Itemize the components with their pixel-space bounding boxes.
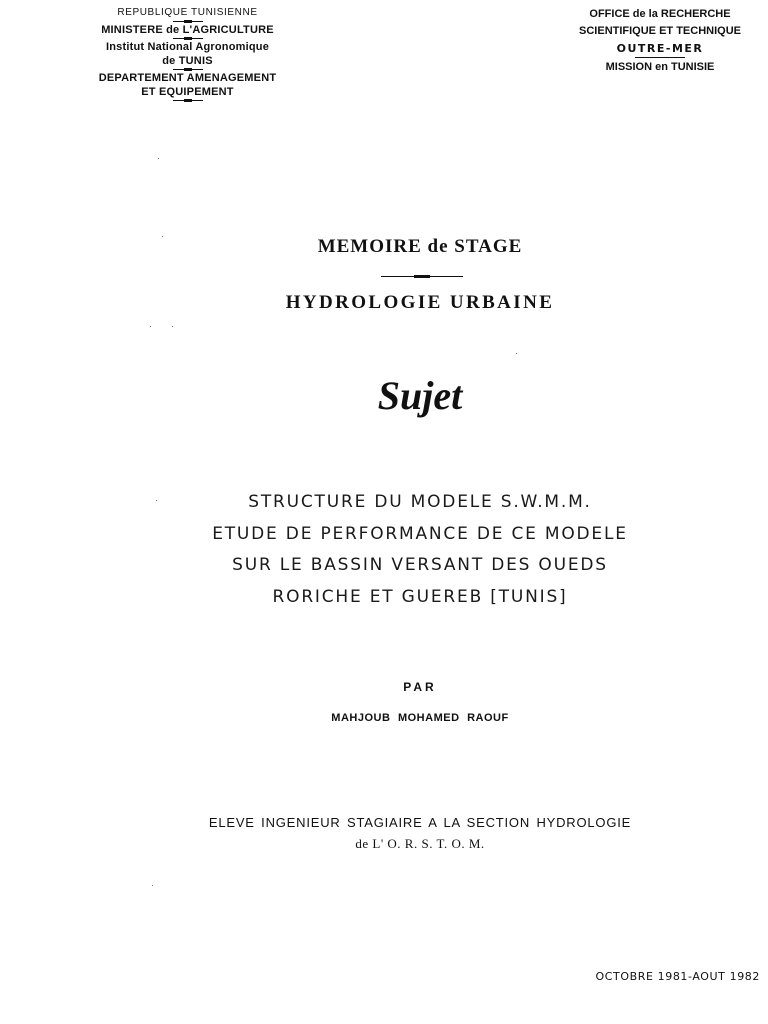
- title-hydrologie: HYDROLOGIE URBAINE: [285, 292, 555, 313]
- by-label: PAR: [403, 680, 437, 694]
- header-left-block: [75, 6, 300, 102]
- scan-speck: [158, 158, 159, 159]
- header-mission: MISSION en TUNISIE: [605, 61, 715, 73]
- affiliation-line-1: ELEVE INGENIEUR STAGIAIRE A LA SECTION HYDROLOGIE: [208, 815, 632, 830]
- header-separator: [173, 68, 203, 71]
- scan-speck: [162, 236, 163, 237]
- affiliation-line-2: de L' O. R. S. T. O. M.: [355, 836, 485, 851]
- header-republic: REPUBLIQUE TUNISIENNE: [117, 7, 258, 18]
- header-institute: Institut National Agronomique: [105, 41, 270, 53]
- header-ministry: MINISTERE de L'AGRICULTURE: [101, 24, 274, 36]
- header-right-block: [555, 6, 765, 76]
- subject-line-3: SUR LE BASSIN VERSANT DES OUEDS: [232, 555, 608, 575]
- header-department: DEPARTEMENT AMENAGEMENT: [98, 72, 277, 84]
- scan-speck: [156, 500, 157, 501]
- header-outre-mer: OUTRE-MER: [616, 42, 704, 55]
- header-department-2: ET EQUIPEMENT: [141, 86, 234, 98]
- header-rule: [635, 57, 685, 58]
- header-separator: [173, 20, 203, 23]
- document-date: OCTOBRE 1981-AOUT 1982: [595, 970, 760, 983]
- title-memoire: MEMOIRE de STAGE: [317, 236, 523, 257]
- scan-speck: [516, 353, 517, 354]
- subject-line-2: ETUDE DE PERFORMANCE DE CE MODELE: [212, 524, 628, 544]
- header-institute-city: de TUNIS: [162, 55, 213, 67]
- subject-line-4: RORICHE ET GUEREB [TUNIS]: [272, 587, 568, 607]
- scan-speck: [172, 326, 173, 327]
- title-separator: [381, 275, 463, 278]
- header-scientific: SCIENTIFIQUE ET TECHNIQUE: [579, 25, 741, 37]
- scan-speck: [152, 885, 153, 886]
- subject-line-1: STRUCTURE DU MODELE S.W.M.M.: [248, 492, 592, 512]
- author-name: MAHJOUB MOHAMED RAOUF: [331, 712, 509, 724]
- header-separator: [173, 37, 203, 40]
- header-office: OFFICE de la RECHERCHE: [589, 8, 731, 20]
- title-sujet: Sujet: [377, 373, 463, 418]
- header-separator: [173, 99, 203, 102]
- scan-speck: [150, 326, 151, 327]
